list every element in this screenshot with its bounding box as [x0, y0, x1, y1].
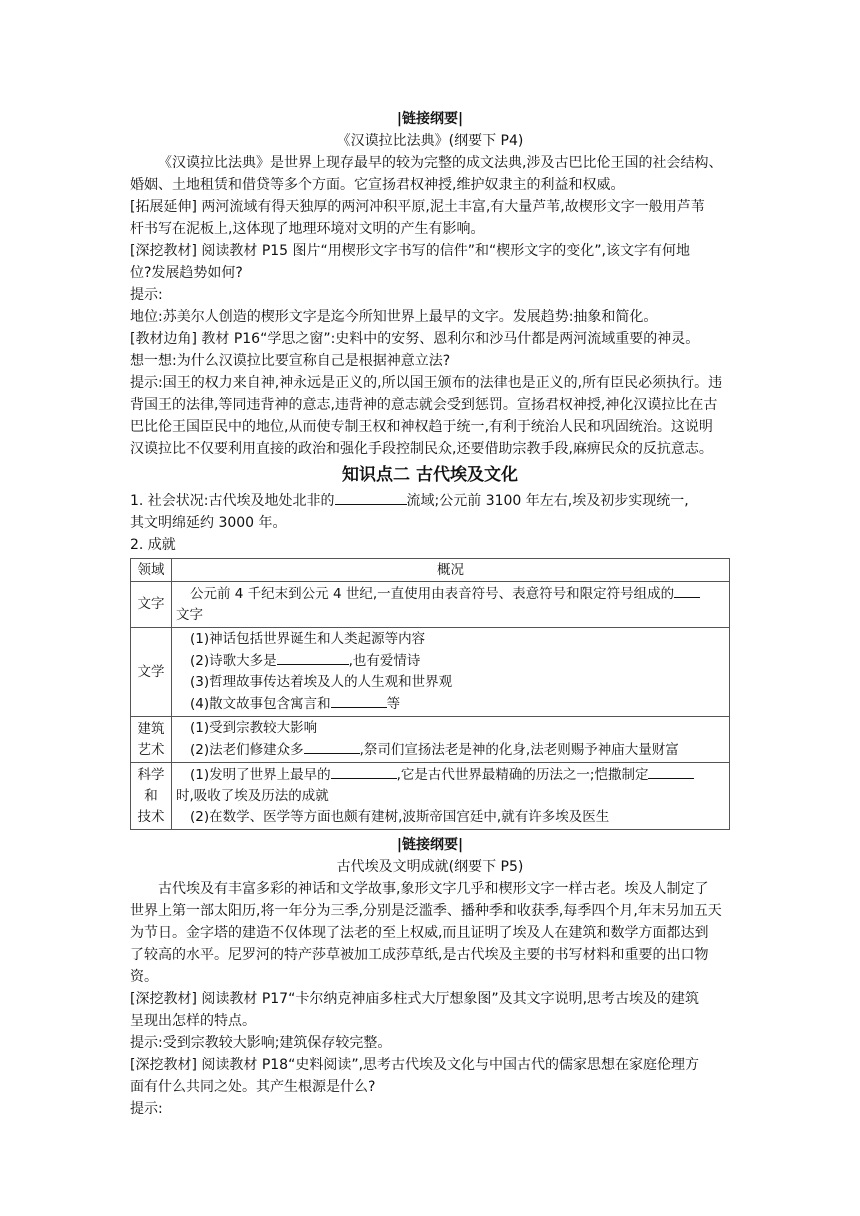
fill-blank[interactable]	[277, 650, 349, 665]
dig-textbook-line: [深挖教材] 阅读教材 P18“史料阅读”,思考古代埃及文化与中国古代的儒家思想在家庭伦理方	[130, 1057, 700, 1073]
fill-blank[interactable]	[335, 490, 407, 505]
answer-line: 提示:国王的权力来自神,神永远是正义的,所以国王颁布的法律也是正义的,所有臣民必须执行。违	[130, 375, 723, 391]
section-title: 古代埃及文明成就(纲要下 P5)	[336, 859, 524, 875]
social-status-line: 1. 社会状况:古代埃及地处北非的 流域;公元前 3100 年左右,埃及初步实现统一,	[130, 490, 730, 512]
knowledge-point-heading: 知识点二 古代埃及文化	[342, 465, 518, 485]
paragraph-line: 婚姻、土地租赁和借贷等多个方面。它宣扬君权神授,维护奴隶主的利益和权威。	[130, 177, 625, 193]
answer-line: 巴比伦王国臣民中的地位,从而使专制王权和神权趋于统一,有利于统治人民和巩固统治。这说明	[130, 419, 713, 435]
answer-line: 背国王的法律,等同违背神的意志,违背神的意志就会受到惩罚。宣扬君权神授,神化汉谟拉比在古	[130, 397, 718, 413]
dig-textbook-line: [深挖教材] 阅读教材 P15 图片“用楔形文字书写的信件”和“楔形文字的变化”,该文字有何地	[130, 243, 690, 259]
table-header-field: 领域	[131, 559, 172, 582]
hint-label: 提示:	[130, 1101, 163, 1117]
table-row	[131, 763, 730, 830]
fill-blank[interactable]	[331, 764, 397, 779]
hint-label: 提示:	[130, 287, 163, 303]
field-cell: 文学	[131, 628, 172, 717]
link-outline-tag: |链接纲要|	[396, 837, 464, 853]
answer-line: 汉谟拉比不仅要利用直接的政治和强化手段控制民众,还要借助宗教手段,麻痹民众的反抗意志。	[130, 441, 713, 457]
overview-cell: 公元前 4 千纪末到公元 4 世纪,一直使用由表音符号、表意符号和限定符号组成的 文字	[172, 582, 730, 628]
paragraph-line: 了较高的水平。尼罗河的特产莎草被加工成莎草纸,是古代埃及主要的书写材料和重要的出口物	[130, 947, 709, 963]
table-row	[131, 628, 730, 717]
fill-blank[interactable]	[331, 693, 387, 708]
fill-blank[interactable]	[304, 739, 360, 754]
expand-note-line: 杆书写在泥板上,这体现了地理环境对文明的产生有影响。	[130, 221, 485, 237]
paragraph-line: 资。	[130, 969, 158, 985]
field-cell: 建筑 艺术	[131, 717, 172, 763]
overview-cell: (1)受到宗教较大影响 (2)法老们修建众多 ,祭司们宣扬法老是神的化身,法老则赐予神庙大量财富	[172, 717, 730, 763]
dig-textbook-line: 位?发展趋势如何?	[130, 265, 243, 281]
paragraph-line: 世界上第一部太阳历,将一年分为三季,分别是泛滥季、播种季和收获季,每季四个月,年末另加五天	[130, 903, 722, 919]
section-title: 《汉谟拉比法典》(纲要下 P4)	[336, 133, 524, 149]
document-page	[130, 108, 730, 1120]
paragraph-line: 《汉谟拉比法典》是世界上现存最早的较为完整的成文法典,涉及古巴比伦王国的社会结构、	[158, 155, 723, 171]
link-outline-tag: |链接纲要|	[396, 111, 464, 127]
paragraph-line: 古代埃及有丰富多彩的神话和文学故事,象形文字几乎和楔形文字一样古老。埃及人制定了	[158, 881, 709, 897]
overview-cell: (1)发明了世界上最早的 ,它是古代世界最精确的历法之一;恺撒制定 时,吸收了埃及历法的成就 (2)在数学、医学等方面也颇有建树,波斯帝国宫廷中,就有许多埃及医生	[172, 763, 730, 830]
think-question: 想一想:为什么汉谟拉比要宣称自己是根据神意立法?	[130, 353, 451, 369]
dig-textbook-line: 面有什么共同之处。其产生根源是什么?	[130, 1079, 376, 1095]
achievements-label: 2. 成就	[130, 537, 176, 553]
table-row	[131, 582, 730, 628]
expand-note-line: [拓展延伸] 两河流域有得天独厚的两河冲积平原,泥土丰富,有大量芦苇,故楔形文字一般用芦苇	[130, 199, 705, 215]
achievements-table	[130, 558, 730, 830]
field-cell: 科学 和 技术	[131, 763, 172, 830]
field-cell: 文字	[131, 582, 172, 628]
social-status-line: 其文明绵延约 3000 年。	[130, 515, 287, 531]
fill-blank[interactable]	[648, 764, 694, 779]
paragraph-line: 为节日。金字塔的建造不仅体现了法老的至上权威,而且证明了埃及人在建筑和数学方面都达到	[130, 925, 709, 941]
table-row	[131, 717, 730, 763]
answer-line: 提示:受到宗教较大影响;建筑保存较完整。	[130, 1035, 392, 1051]
dig-textbook-line: [深挖教材] 阅读教材 P17“卡尔纳克神庙多柱式大厅想象图”及其文字说明,思考古埃及的建筑	[130, 991, 700, 1007]
textbook-corner-line: [教材边角] 教材 P16“学思之窗”:史料中的安努、恩利尔和沙马什都是两河流域重要的神灵。	[130, 331, 700, 347]
answer-line: 地位:苏美尔人创造的楔形文字是迄今所知世界上最早的文字。发展趋势:抽象和简化。	[130, 309, 658, 325]
fill-blank[interactable]	[674, 583, 700, 598]
dig-textbook-line: 呈现出怎样的特点。	[130, 1013, 256, 1029]
overview-cell: (1)神话包括世界诞生和人类起源等内容 (2)诗歌大多是 ,也有爱情诗 (3)哲理故事传达着埃及人的人生观和世界观 (4)散文故事包含寓言和 等	[172, 628, 730, 717]
table-header-row	[131, 559, 730, 582]
table-header-overview: 概况	[172, 559, 730, 582]
